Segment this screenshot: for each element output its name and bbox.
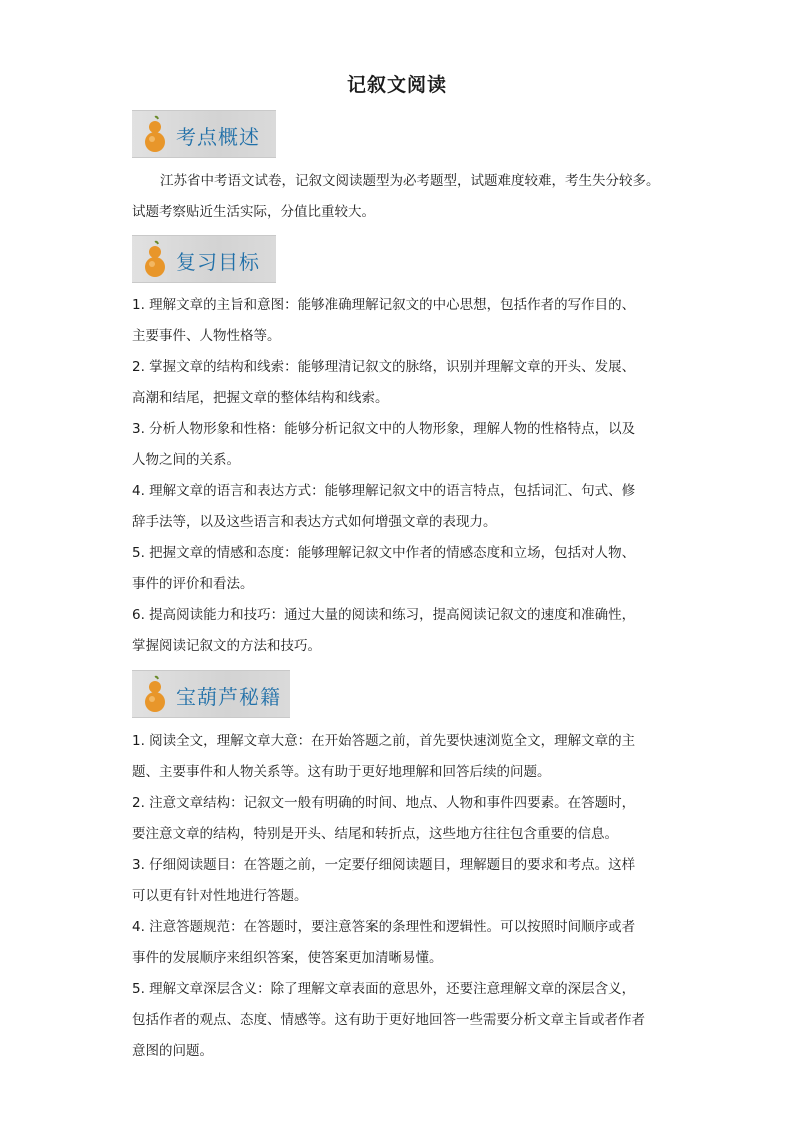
list-item-line: 2. 注意文章结构：记叙文一般有明确的时间、地点、人物和事件四要素。在答题时， <box>132 795 636 811</box>
list-item-line: 意图的问题。 <box>132 1043 213 1059</box>
list-item-line: 题、主要事件和人物关系等。这有助于更好地理解和回答后续的问题。 <box>132 764 551 780</box>
section-header-miji <box>132 670 290 718</box>
list-item-line: 要注意文章的结构，特别是开头、结尾和转折点，这些地方往往包含重要的信息。 <box>132 826 618 842</box>
list-item-line: 3. 仔细阅读题目：在答题之前，一定要仔细阅读题目，理解题目的要求和考点。这样 <box>132 857 636 873</box>
body-line: 江苏省中考语文试卷，记叙文阅读题型为必考题型，试题难度较难，考生失分较多。 <box>160 173 660 189</box>
list-item-line: 4. 理解文章的语言和表达方式：能够理解记叙文中的语言特点，包括词汇、句式、修 <box>132 483 636 499</box>
list-item-line: 可以更有针对性地进行答题。 <box>132 888 308 904</box>
list-item-line: 人物之间的关系。 <box>132 452 240 468</box>
list-item-line: 事件的评价和看法。 <box>132 576 254 592</box>
list-item-line: 事件的发展顺序来组织答案，使答案更加清晰易懂。 <box>132 950 443 966</box>
list-item-line: 高潮和结尾，把握文章的整体结构和线索。 <box>132 390 389 406</box>
section-body-kaodian <box>132 166 672 228</box>
list-item-line: 3. 分析人物形象和性格：能够分析记叙文中的人物形象，理解人物的性格特点，以及 <box>132 421 636 437</box>
list-item-line: 2. 掌握文章的结构和线索：能够理清记叙文的脉络，识别并理解文章的开头、发展、 <box>132 359 636 375</box>
gourd-icon <box>140 675 170 715</box>
list-item-line: 辞手法等，以及这些语言和表达方式如何增强文章的表现力。 <box>132 514 497 530</box>
list-item-line: 4. 注意答题规范：在答题时，要注意答案的条理性和逻辑性。可以按照时间顺序或者 <box>132 919 636 935</box>
list-item-line: 5. 把握文章的情感和态度：能够理解记叙文中作者的情感态度和立场，包括对人物、 <box>132 545 636 561</box>
list-item-line: 掌握阅读记叙文的方法和技巧。 <box>132 638 321 654</box>
list-item-line: 6. 提高阅读能力和技巧：通过大量的阅读和练习，提高阅读记叙文的速度和准确性， <box>132 607 636 623</box>
section-header-fuxi <box>132 235 276 283</box>
list-item-line: 主要事件、人物性格等。 <box>132 328 281 344</box>
section-header-kaodian <box>132 110 276 158</box>
list-item-line: 1. 理解文章的主旨和意图：能够准确理解记叙文的中心思想，包括作者的写作目的、 <box>132 297 636 313</box>
section-heading: 复习目标 <box>176 250 260 274</box>
document-title: 记叙文阅读 <box>346 74 447 96</box>
list-item-line: 5. 理解文章深层含义：除了理解文章表面的意思外，还要注意理解文章的深层含义， <box>132 981 636 997</box>
gourd-icon <box>140 240 170 280</box>
section-heading: 宝葫芦秘籍 <box>176 685 281 709</box>
section-body-fuxi <box>132 290 672 662</box>
list-item-line: 包括作者的观点、态度、情感等。这有助于更好地回答一些需要分析文章主旨或者作者 <box>132 1012 645 1028</box>
gourd-icon <box>140 115 170 155</box>
section-body-miji <box>132 726 672 1067</box>
body-line: 试题考察贴近生活实际，分值比重较大。 <box>132 204 375 220</box>
section-heading: 考点概述 <box>176 125 260 149</box>
list-item-line: 1. 阅读全文，理解文章大意：在开始答题之前，首先要快速浏览全文，理解文章的主 <box>132 733 636 749</box>
